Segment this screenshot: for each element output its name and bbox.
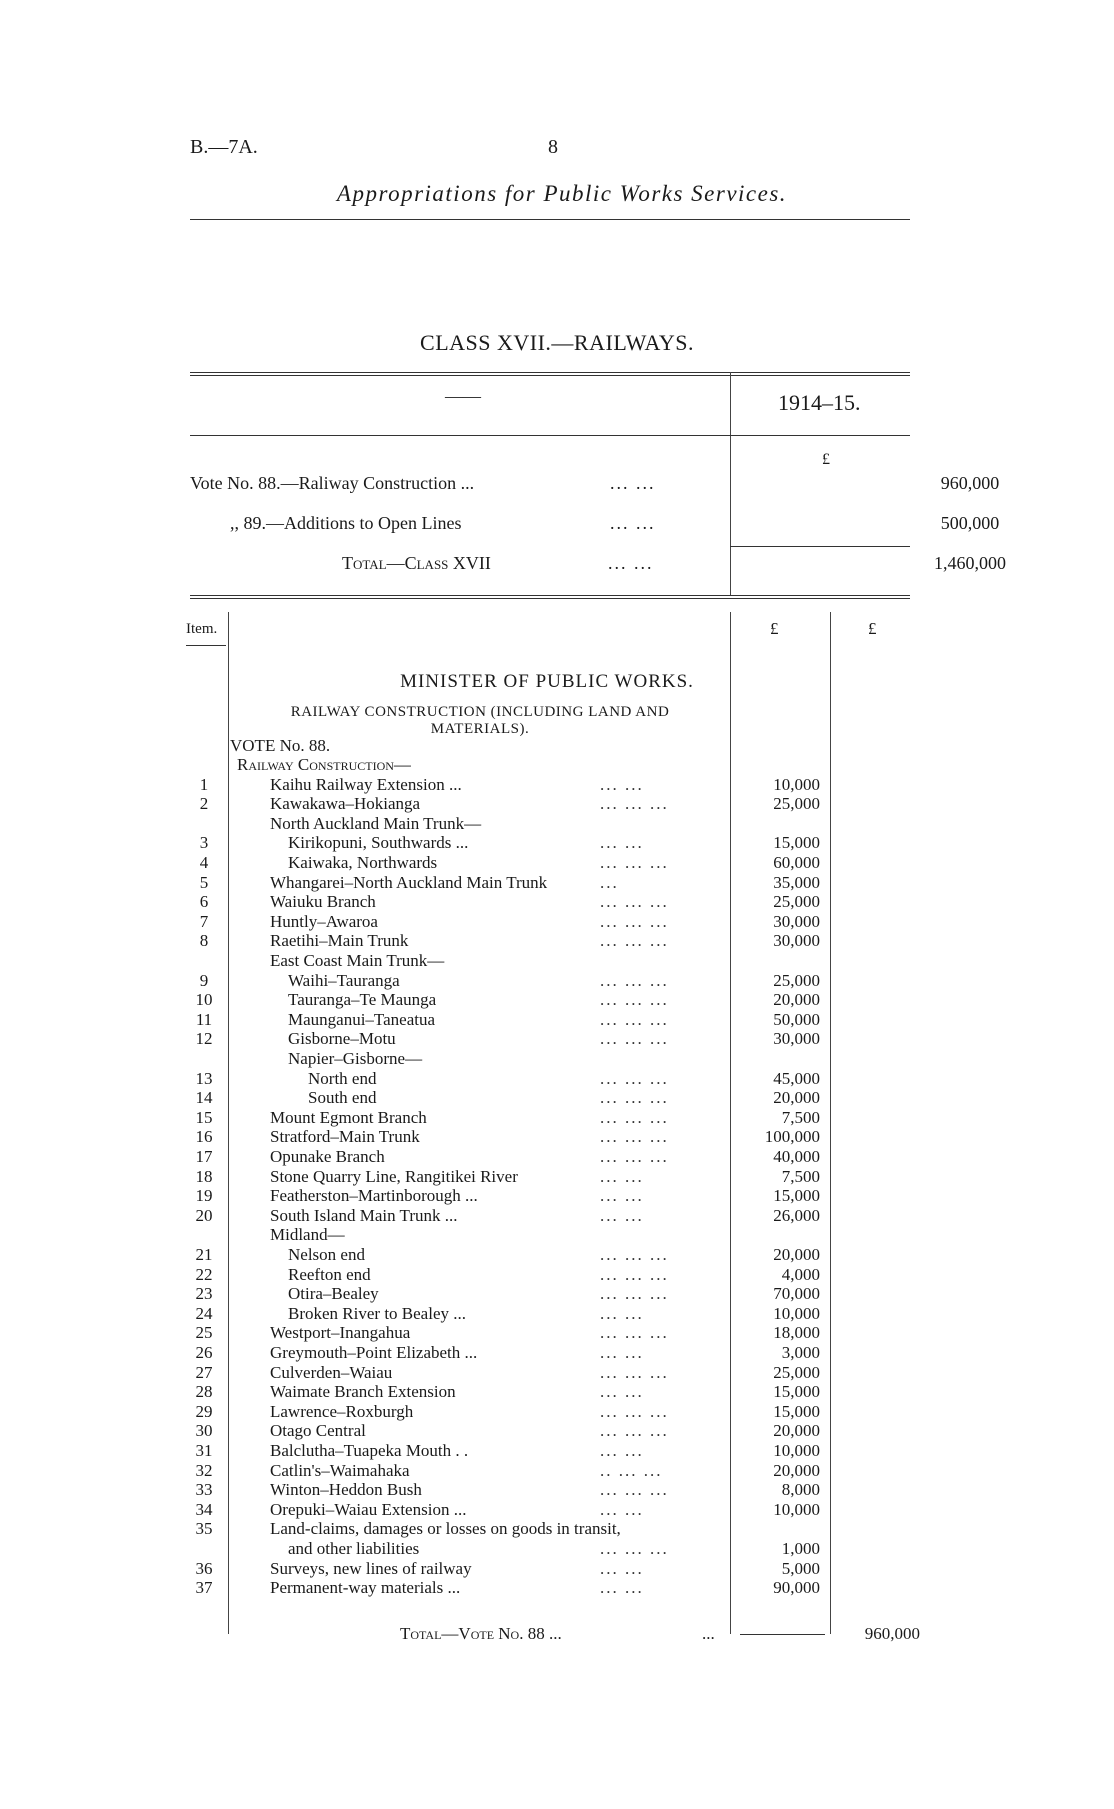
item-number: 32 bbox=[195, 1460, 213, 1480]
item-amount: 100,000 bbox=[764, 1127, 820, 1147]
item-description: Culverden–Waiau bbox=[270, 1362, 393, 1382]
table-row bbox=[180, 794, 840, 814]
table-row bbox=[180, 1441, 840, 1461]
item-description: Permanent-way materials ... bbox=[270, 1578, 461, 1598]
item-description: Gisborne–Motu bbox=[288, 1029, 396, 1049]
header-rule bbox=[190, 219, 910, 220]
item-dots: ... ... ... bbox=[600, 1068, 669, 1088]
table-row bbox=[180, 1186, 840, 1206]
summary-row bbox=[190, 473, 1060, 503]
item-dots: ... ... bbox=[600, 1166, 644, 1186]
table-row bbox=[180, 814, 840, 834]
item-number: 5 bbox=[199, 872, 209, 892]
item-dots: ... ... bbox=[600, 1382, 644, 1402]
column-header-pound-1: £ bbox=[770, 619, 779, 638]
item-description: Stone Quarry Line, Rangitikei River bbox=[270, 1166, 518, 1186]
table-row bbox=[180, 931, 840, 951]
item-dots: .. ... ... bbox=[600, 1460, 663, 1480]
item-number: 2 bbox=[199, 794, 209, 814]
summary-currency: £ bbox=[822, 451, 830, 468]
item-dots: ... ... bbox=[600, 774, 644, 794]
item-description: Opunake Branch bbox=[270, 1147, 385, 1166]
summary-bottom-rule bbox=[190, 595, 910, 596]
item-number: 16 bbox=[195, 1127, 213, 1147]
table-row bbox=[180, 1010, 840, 1030]
item-amount: 7,500 bbox=[781, 1107, 820, 1127]
table-row bbox=[180, 1069, 840, 1089]
item-number: 17 bbox=[195, 1147, 213, 1166]
table-row bbox=[180, 1206, 840, 1226]
item-amount: 15,000 bbox=[773, 1382, 820, 1402]
item-number: 31 bbox=[195, 1441, 213, 1460]
item-amount: 15,000 bbox=[773, 1186, 820, 1206]
item-description: Kaihu Railway Extension ... bbox=[270, 774, 462, 794]
table-row bbox=[180, 1088, 840, 1108]
table-row bbox=[180, 1363, 840, 1383]
item-description: Land-claims, damages or losses on goods in transit, bbox=[270, 1519, 621, 1539]
item-amount: 20,000 bbox=[773, 990, 820, 1010]
table-row bbox=[180, 1049, 840, 1069]
item-amount: 7,500 bbox=[781, 1166, 820, 1186]
item-description: Napier–Gisborne— bbox=[288, 1049, 423, 1068]
summary-total-label: Total—Class XVII bbox=[342, 553, 491, 573]
vote-total-rule bbox=[740, 1634, 825, 1635]
item-dots: ... ... ... bbox=[600, 1009, 669, 1029]
item-dots: ... ... bbox=[600, 1303, 644, 1323]
table-row bbox=[180, 1461, 840, 1481]
item-dots: ... ... ... bbox=[600, 892, 669, 912]
item-amount: 8,000 bbox=[781, 1480, 820, 1500]
item-dots: ... ... ... bbox=[600, 1421, 669, 1441]
summary-year: 1914–15. bbox=[778, 390, 861, 415]
item-number: 34 bbox=[195, 1499, 213, 1519]
item-dots: ... ... ... bbox=[600, 1539, 669, 1558]
item-amount: 18,000 bbox=[773, 1323, 820, 1343]
item-amount: 50,000 bbox=[773, 1009, 820, 1029]
table-row bbox=[180, 1402, 840, 1422]
table-row bbox=[180, 1343, 840, 1363]
item-dots: ... ... ... bbox=[600, 1147, 669, 1166]
item-amount: 20,000 bbox=[773, 1460, 820, 1480]
item-number: 19 bbox=[195, 1186, 213, 1206]
table-row bbox=[180, 1225, 840, 1245]
item-amount: 10,000 bbox=[773, 1303, 820, 1323]
table-row bbox=[180, 1029, 840, 1049]
item-dots: ... ... bbox=[600, 1186, 644, 1206]
item-number: 22 bbox=[195, 1264, 213, 1284]
item-description: Kaiwaka, Northwards bbox=[288, 853, 438, 872]
item-dots: ... ... ... bbox=[600, 990, 669, 1010]
item-number: 35 bbox=[195, 1519, 213, 1539]
summary-dash: —— bbox=[445, 386, 481, 406]
item-description: Broken River to Bealey ... bbox=[288, 1303, 466, 1323]
summary-total-dots: ... ... bbox=[608, 553, 654, 573]
summary-top-rule-2 bbox=[190, 375, 910, 376]
table-row bbox=[180, 1127, 840, 1147]
summary-row-label: ,, 89.—Additions to Open Lines bbox=[230, 513, 462, 533]
item-number: 23 bbox=[195, 1284, 213, 1304]
item-description: Kirikopuni, Southwards ... bbox=[288, 833, 469, 853]
item-amount: 26,000 bbox=[773, 1205, 820, 1225]
summary-row-amount: 500,000 bbox=[940, 513, 1000, 533]
item-number: 24 bbox=[195, 1303, 213, 1323]
item-description: Greymouth–Point Elizabeth ... bbox=[270, 1343, 478, 1362]
item-amount: 20,000 bbox=[773, 1088, 820, 1108]
item-number: 29 bbox=[195, 1401, 213, 1421]
summary-row-dots: ... ... bbox=[610, 513, 656, 533]
item-number: 14 bbox=[195, 1088, 213, 1108]
table-row bbox=[180, 1245, 840, 1265]
item-number: 37 bbox=[195, 1578, 213, 1598]
item-description: East Coast Main Trunk— bbox=[270, 951, 445, 970]
table-row bbox=[180, 951, 840, 971]
item-amount: 45,000 bbox=[773, 1068, 820, 1088]
item-description: Tauranga–Te Maunga bbox=[288, 990, 437, 1010]
item-dots: ... ... ... bbox=[600, 911, 669, 931]
item-dots: ... ... bbox=[600, 1578, 644, 1598]
item-amount: 30,000 bbox=[773, 931, 820, 951]
item-dots: ... ... ... bbox=[600, 931, 669, 951]
item-amount: 10,000 bbox=[773, 1441, 820, 1460]
item-description: Balclutha–Tuapeka Mouth . . bbox=[270, 1441, 469, 1460]
item-description: Huntly–Awaroa bbox=[270, 911, 378, 931]
item-dots: ... ... bbox=[600, 1205, 644, 1225]
item-description: Otira–Bealey bbox=[288, 1284, 379, 1304]
item-dots: ... bbox=[600, 872, 619, 892]
item-number: 30 bbox=[195, 1421, 213, 1441]
item-amount: 20,000 bbox=[773, 1245, 820, 1264]
item-description: Kawakawa–Hokianga bbox=[270, 794, 421, 814]
item-number: 21 bbox=[195, 1245, 213, 1264]
item-number: 4 bbox=[199, 853, 209, 872]
item-dots: ... ... ... bbox=[600, 794, 669, 814]
table-row bbox=[180, 1304, 840, 1324]
item-dots: ... ... ... bbox=[600, 1127, 669, 1147]
vote-total-dots: ... bbox=[702, 1624, 715, 1643]
section-title: MINISTER OF PUBLIC WORKS. bbox=[400, 671, 694, 692]
item-description: North Auckland Main Trunk— bbox=[270, 813, 482, 833]
class-title: CLASS XVII.—RAILWAYS. bbox=[420, 330, 694, 355]
item-dots: ... ... ... bbox=[600, 1323, 669, 1343]
table-row bbox=[180, 1265, 840, 1285]
item-amount: 15,000 bbox=[773, 833, 820, 853]
item-description: Mount Egmont Branch bbox=[270, 1107, 427, 1127]
item-amount: 10,000 bbox=[773, 1499, 820, 1519]
table-row bbox=[180, 990, 840, 1010]
table-row bbox=[180, 912, 840, 932]
item-description: Stratford–Main Trunk bbox=[270, 1127, 420, 1147]
table-row bbox=[180, 1167, 840, 1187]
page-number: 8 bbox=[548, 136, 558, 158]
item-description: North end bbox=[308, 1068, 377, 1088]
item-dots: ... ... ... bbox=[600, 1401, 669, 1421]
item-dots: ... ... ... bbox=[600, 1480, 669, 1500]
item-amount: 25,000 bbox=[773, 1362, 820, 1382]
item-dots: ... ... bbox=[600, 1441, 644, 1460]
item-amount: 40,000 bbox=[773, 1147, 820, 1166]
summary-row-label: Vote No. 88.—Raliway Construction ... bbox=[190, 473, 475, 493]
summary-header-rule bbox=[190, 435, 910, 436]
table-row bbox=[180, 1147, 840, 1167]
item-amount: 1,000 bbox=[781, 1539, 820, 1558]
table-row bbox=[180, 1108, 840, 1128]
item-number: 26 bbox=[195, 1343, 213, 1362]
summary-bottom-rule-2 bbox=[190, 598, 910, 599]
item-description: South end bbox=[308, 1088, 377, 1108]
item-description: and other liabilities bbox=[288, 1539, 420, 1558]
item-number: 9 bbox=[199, 970, 209, 990]
item-dots: ... ... bbox=[600, 1343, 644, 1362]
item-number: 28 bbox=[195, 1382, 213, 1402]
table-row bbox=[180, 1382, 840, 1402]
column-header-pound-2: £ bbox=[868, 619, 877, 638]
item-number: 25 bbox=[195, 1323, 213, 1343]
item-dots: ... ... bbox=[600, 833, 644, 853]
item-description: Nelson end bbox=[288, 1245, 365, 1264]
column-header-item: Item. bbox=[186, 621, 218, 637]
vote-total-label: Total—Vote No. 88 ... bbox=[400, 1624, 562, 1643]
item-amount: 25,000 bbox=[773, 970, 820, 990]
item-amount: 90,000 bbox=[773, 1578, 820, 1598]
table-row bbox=[180, 775, 840, 795]
item-description: Raetihi–Main Trunk bbox=[270, 931, 409, 951]
table-row bbox=[180, 873, 840, 893]
item-description: Midland— bbox=[270, 1225, 345, 1245]
table-row bbox=[180, 971, 840, 991]
item-number: 11 bbox=[195, 1009, 213, 1029]
item-description: South Island Main Trunk ... bbox=[270, 1205, 458, 1225]
table-row bbox=[180, 1284, 840, 1304]
item-description: Orepuki–Waiau Extension ... bbox=[270, 1499, 467, 1519]
item-description: Waihi–Tauranga bbox=[288, 970, 400, 990]
item-amount: 60,000 bbox=[773, 853, 820, 872]
table-row bbox=[180, 1323, 840, 1343]
item-number: 33 bbox=[195, 1480, 213, 1500]
item-description: Maunganui–Taneatua bbox=[288, 1009, 436, 1029]
item-description: Otago Central bbox=[270, 1421, 366, 1441]
item-dots: ... ... ... bbox=[600, 1245, 669, 1264]
item-amount: 25,000 bbox=[773, 892, 820, 912]
item-dots: ... ... ... bbox=[600, 1264, 669, 1284]
item-number: 36 bbox=[195, 1558, 213, 1578]
table-row bbox=[180, 1421, 840, 1441]
summary-top-rule bbox=[190, 372, 910, 373]
item-description: Featherston–Martinborough ... bbox=[270, 1186, 478, 1206]
summary-row-dots: ... ... bbox=[610, 473, 656, 493]
table-row bbox=[180, 1578, 840, 1598]
item-description: Catlin's–Waimahaka bbox=[270, 1460, 410, 1480]
table-row bbox=[180, 1559, 840, 1579]
item-amount: 25,000 bbox=[773, 794, 820, 814]
item-description: Whangarei–North Auckland Main Trunk bbox=[270, 872, 548, 892]
item-amount: 10,000 bbox=[773, 774, 820, 794]
summary-total-row bbox=[190, 553, 1060, 583]
document-reference: B.—7A. bbox=[190, 136, 258, 158]
summary-row bbox=[190, 513, 1060, 543]
summary-subtotal-rule bbox=[730, 546, 910, 547]
table-row bbox=[180, 892, 840, 912]
item-amount: 70,000 bbox=[773, 1284, 820, 1304]
item-number: 27 bbox=[195, 1362, 213, 1382]
item-dots: ... ... bbox=[600, 1558, 644, 1578]
item-dots: ... ... ... bbox=[600, 970, 669, 990]
item-header-underline bbox=[186, 645, 226, 646]
item-amount: 15,000 bbox=[773, 1401, 820, 1421]
item-amount: 35,000 bbox=[773, 872, 820, 892]
page-title: Appropriations for Public Works Services. bbox=[336, 181, 788, 206]
item-number: 6 bbox=[199, 892, 209, 912]
item-amount: 30,000 bbox=[773, 1029, 820, 1049]
item-description: Waimate Branch Extension bbox=[270, 1382, 456, 1402]
item-number: 13 bbox=[195, 1068, 213, 1088]
table-row bbox=[180, 1519, 840, 1539]
item-dots: ... ... ... bbox=[600, 1284, 669, 1304]
item-number: 18 bbox=[195, 1166, 213, 1186]
vote-label: VOTE No. 88. bbox=[230, 736, 331, 755]
item-number: 7 bbox=[199, 911, 209, 931]
item-description: Winton–Heddon Bush bbox=[270, 1480, 422, 1500]
subsection-title: RAILWAY CONSTRUCTION (INCLUDING LAND AND MATERIALS). bbox=[290, 704, 670, 737]
item-number: 20 bbox=[195, 1205, 213, 1225]
item-description: Lawrence–Roxburgh bbox=[270, 1401, 414, 1421]
item-dots: ... ... ... bbox=[600, 853, 669, 872]
table-row bbox=[180, 1500, 840, 1520]
item-description: Westport–Inangahua bbox=[270, 1323, 411, 1343]
item-dots: ... ... ... bbox=[600, 1362, 669, 1382]
table-row bbox=[180, 755, 840, 775]
item-number: 1 bbox=[199, 774, 209, 794]
table-row bbox=[180, 1539, 840, 1559]
item-dots: ... ... ... bbox=[600, 1088, 669, 1108]
item-number: 15 bbox=[195, 1107, 213, 1127]
item-description: Railway Construction— bbox=[237, 755, 411, 774]
summary-row-amount: 960,000 bbox=[940, 473, 1000, 493]
item-amount: 30,000 bbox=[773, 911, 820, 931]
item-dots: ... ... bbox=[600, 1499, 644, 1519]
summary-total-amount: 1,460,000 bbox=[934, 553, 1006, 573]
item-number: 3 bbox=[199, 833, 209, 853]
item-description: Reefton end bbox=[288, 1264, 371, 1284]
item-amount: 5,000 bbox=[781, 1558, 820, 1578]
item-number: 10 bbox=[195, 990, 213, 1010]
item-dots: ... ... ... bbox=[600, 1029, 669, 1049]
table-row bbox=[180, 1480, 840, 1500]
item-description: Waiuku Branch bbox=[270, 892, 376, 912]
item-amount: 4,000 bbox=[781, 1264, 820, 1284]
table-row bbox=[180, 853, 840, 873]
item-number: 8 bbox=[199, 931, 209, 951]
item-description: Surveys, new lines of railway bbox=[270, 1558, 472, 1578]
item-amount: 3,000 bbox=[781, 1343, 820, 1362]
vote-total-amount: 960,000 bbox=[864, 1624, 920, 1643]
item-amount: 20,000 bbox=[773, 1421, 820, 1441]
item-dots: ... ... ... bbox=[600, 1107, 669, 1127]
item-number: 12 bbox=[195, 1029, 213, 1049]
table-row bbox=[180, 833, 840, 853]
